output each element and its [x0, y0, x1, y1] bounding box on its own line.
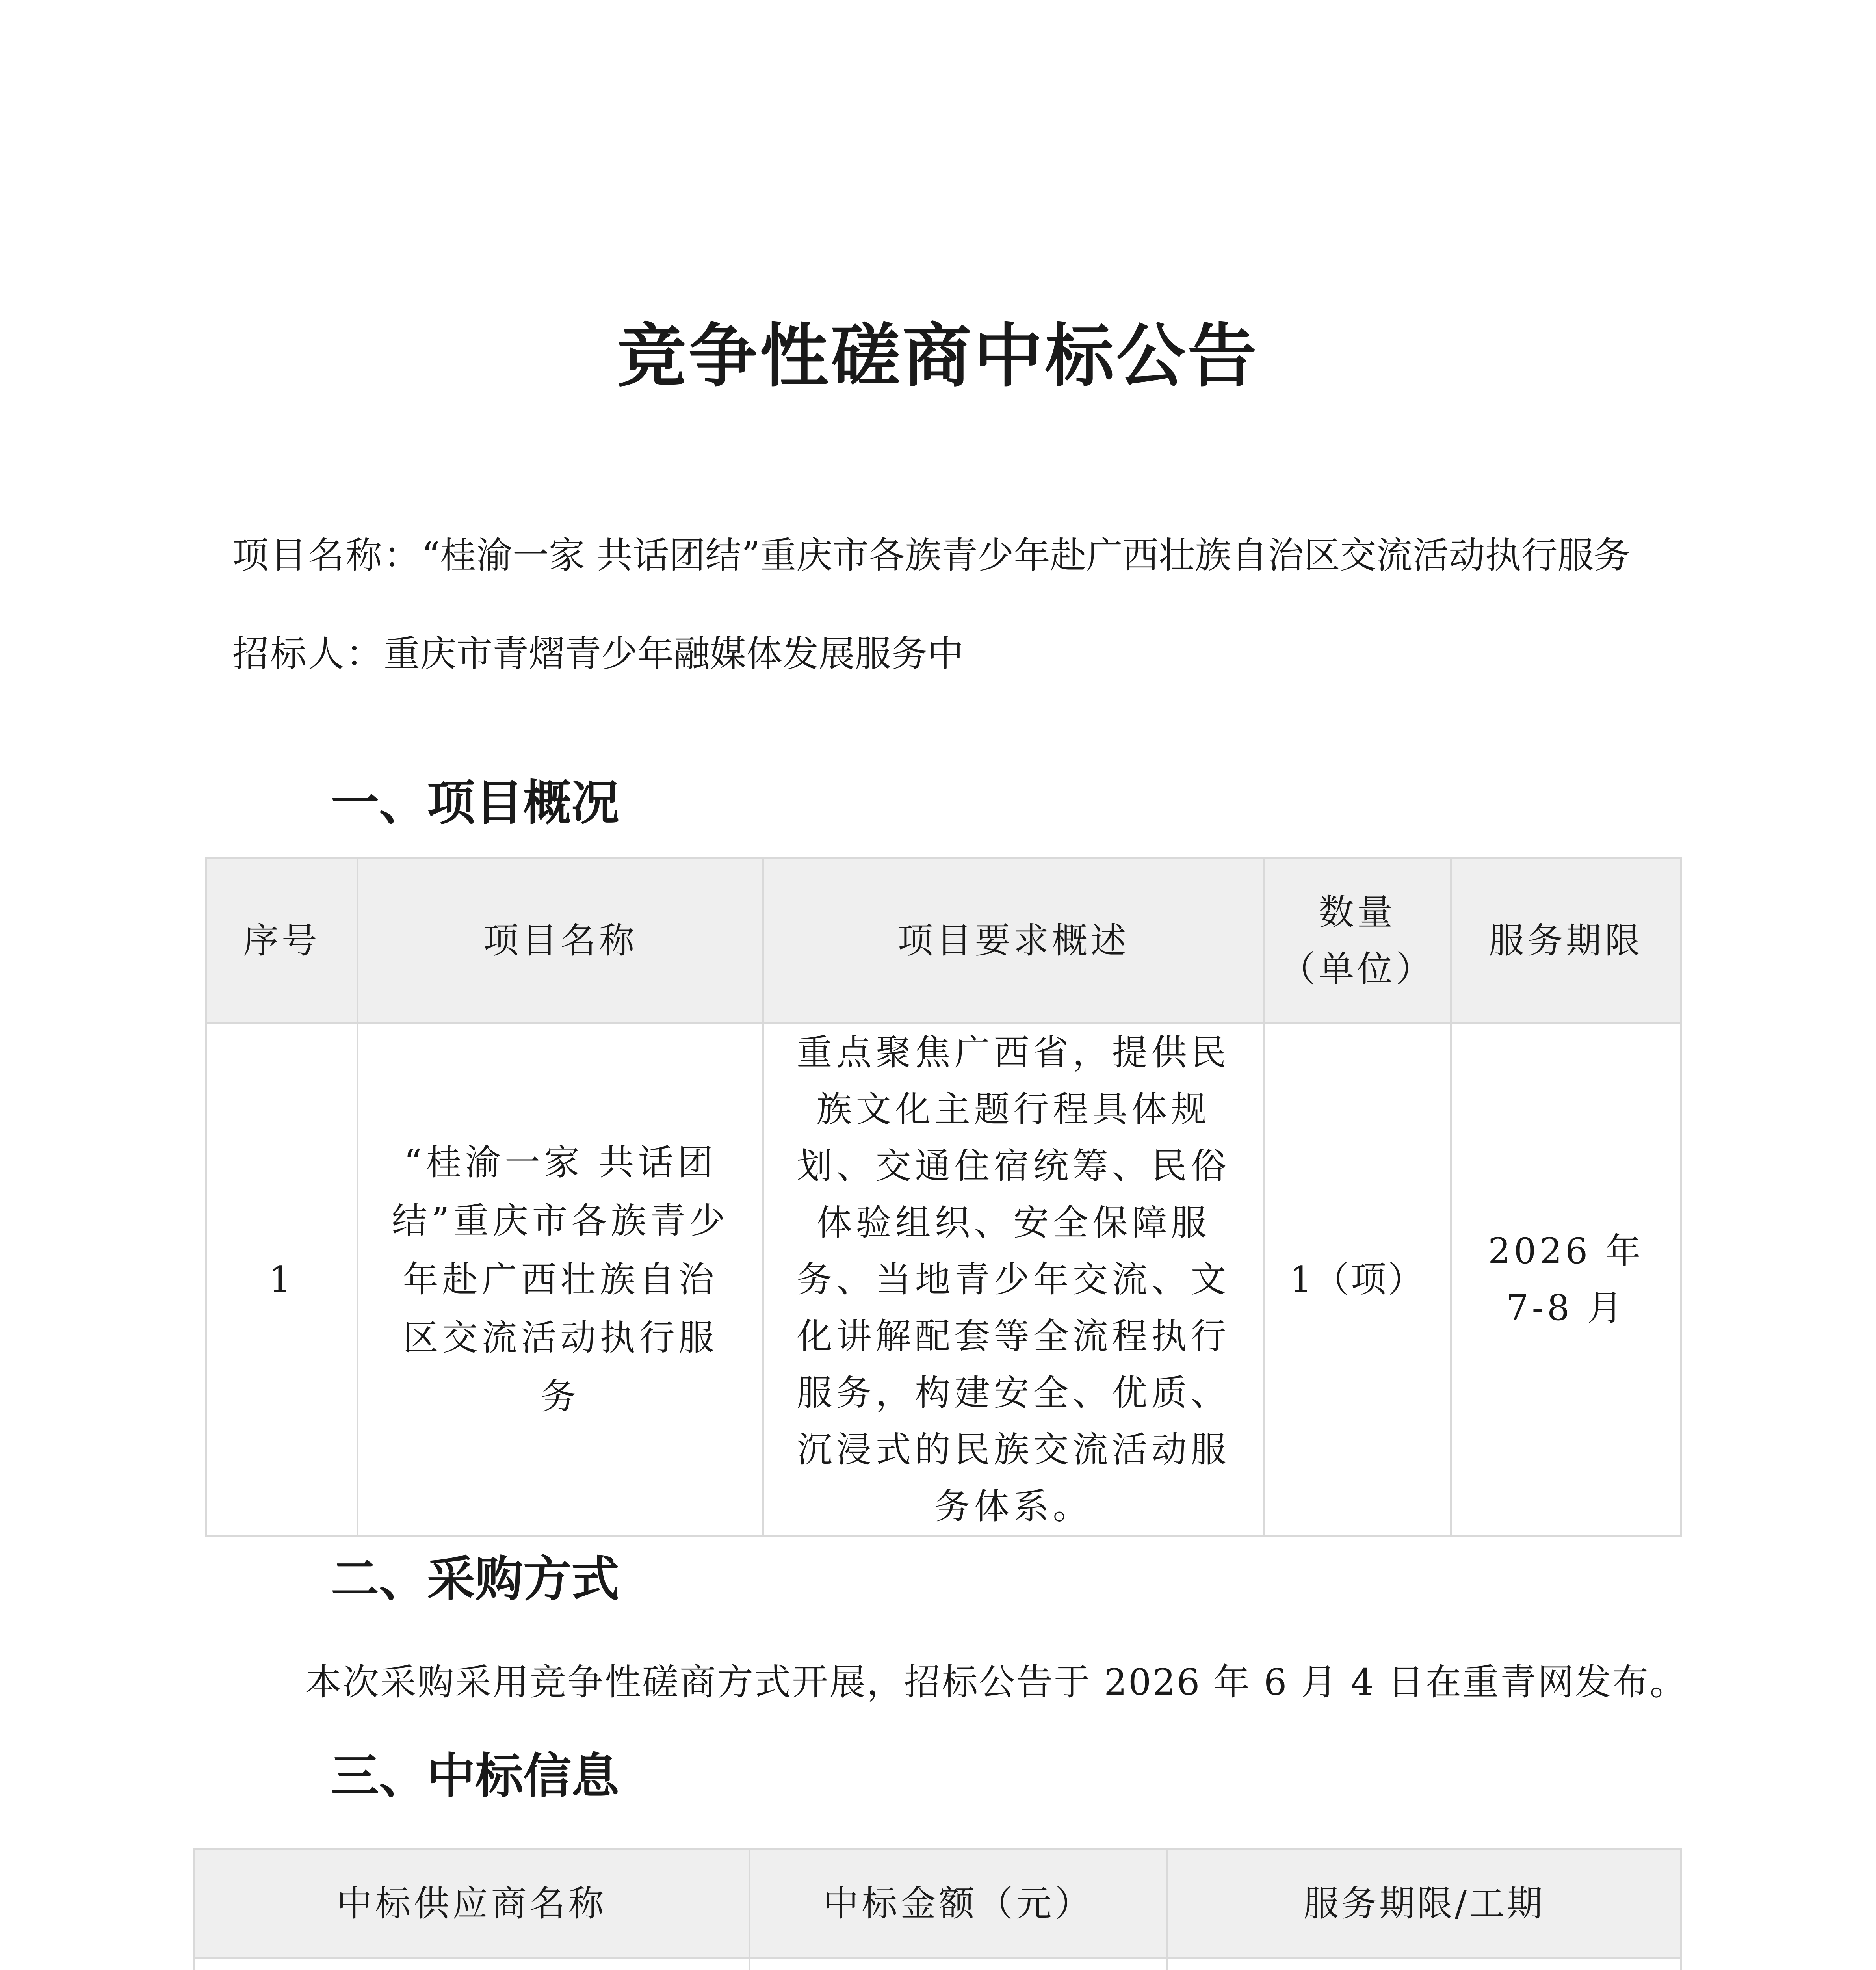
header-index: 序号: [206, 858, 358, 1024]
procurement-method-text: 本次采购采用竞争性磋商方式开展，招标公告于 2026 年 6 月 4 日在重青网发布。: [305, 1661, 1687, 1703]
section1-heading: 一、项目概况: [331, 775, 619, 831]
table-row: [206, 1024, 1681, 1536]
award-info-table: [193, 1848, 1682, 1970]
project-name-value: “桂渝一家 共话团结”重庆市各族青少年赴广西壮族自治区交流活动执行服务: [422, 534, 1630, 576]
table-header-row: [206, 858, 1681, 1024]
header-service-period: 服务期限: [1451, 858, 1681, 1024]
table-row: [194, 1959, 1681, 1970]
cell-quantity: 1（项）: [1264, 1024, 1451, 1536]
header-quantity-line1: 数量: [1319, 891, 1396, 933]
project-name-label: 项目名称：: [232, 534, 422, 576]
cell-project-name: “桂渝一家 共话团结”重庆市各族青少年赴广西壮族自治区交流活动执行服务: [358, 1024, 763, 1536]
cell-service-period: [1451, 1024, 1681, 1536]
section2-heading: 二、采购方式: [331, 1551, 619, 1607]
table-header-row: [194, 1849, 1681, 1959]
header-quantity-line2: （单位）: [1280, 948, 1434, 990]
header-project-name: 项目名称: [358, 858, 763, 1024]
cell-period: [1167, 1959, 1681, 1970]
tenderer-line: [232, 632, 964, 676]
cell-amount: [750, 1959, 1167, 1970]
document-title: 竞争性磋商中标公告: [617, 316, 1259, 396]
header-quantity: [1264, 858, 1451, 1024]
cell-requirements: 重点聚焦广西省，提供民族文化主题行程具体规划、交通住宿统筹、民俗体验组织、安全保障服务、当地青少年交流、文化讲解配套等全流程执行服务，构建安全、优质、沉浸式的民族交流活动服务体系。: [763, 1024, 1264, 1536]
project-overview-table: [205, 857, 1682, 1537]
cell-period-line1: 2026 年: [1488, 1230, 1644, 1272]
cell-period-line2: 7-8 月: [1506, 1287, 1626, 1329]
section3-heading: 三、中标信息: [331, 1748, 619, 1804]
tenderer-value: 重庆市青熠青少年融媒体发展服务中: [384, 633, 964, 675]
header-amount: 中标金额（元）: [750, 1849, 1167, 1959]
header-requirements: 项目要求概述: [763, 858, 1264, 1024]
project-name-line: [232, 534, 1630, 577]
header-supplier: 中标供应商名称: [194, 1849, 750, 1959]
header-period: 服务期限/工期: [1167, 1849, 1681, 1959]
tenderer-label: 招标人：: [232, 633, 384, 675]
cell-index: 1: [206, 1024, 358, 1536]
cell-supplier: [194, 1959, 750, 1970]
